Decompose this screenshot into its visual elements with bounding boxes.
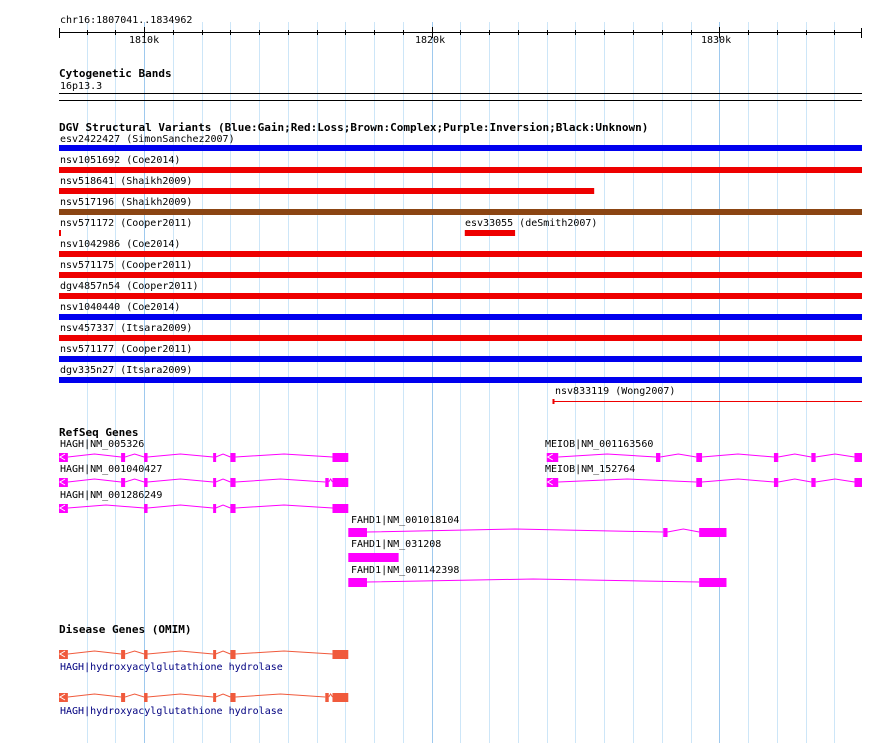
- intron-line: [236, 505, 333, 508]
- dgv-variant-label[interactable]: nsv457337 (Itsara2009): [60, 323, 193, 334]
- dgv-variant-label[interactable]: nsv518641 (Shaikh2009): [60, 176, 193, 187]
- intron-line: [367, 529, 663, 532]
- exon-block: [332, 504, 348, 513]
- omim-gene-label[interactable]: HAGH|hydroxyacylglutathione hydrolase: [60, 706, 283, 717]
- refseq-gene-label[interactable]: FAHD1|NM_001018104: [351, 515, 460, 526]
- dgv-variant-label[interactable]: nsv833119 (Wong2007): [555, 386, 676, 397]
- exon-block: [699, 578, 726, 587]
- refseq-gene-label[interactable]: MEIOB|NM_001163560: [545, 439, 654, 450]
- ruler-tick-label: 1830k: [701, 35, 732, 46]
- dgv-variant-label[interactable]: dgv335n27 (Itsara2009): [60, 365, 193, 376]
- exon-block: [213, 693, 216, 702]
- ruler-tick-label: 1820k: [415, 35, 446, 46]
- intron-line: [236, 651, 333, 654]
- intron-line: [329, 694, 333, 697]
- exon-block: [325, 693, 328, 702]
- exon-block: [811, 478, 815, 487]
- refseq-track-title: RefSeq Genes: [59, 426, 139, 439]
- refseq-gene-model[interactable]: [0, 575, 890, 589]
- cyto-band-label: 16p13.3: [60, 81, 103, 92]
- dgv-variant-bar[interactable]: [0, 293, 890, 301]
- intron-line: [702, 479, 774, 482]
- ruler-tick-label: 1810k: [129, 35, 160, 46]
- exon-block: [332, 693, 348, 702]
- exon-block: [699, 528, 726, 537]
- variant-rect: [59, 145, 862, 151]
- exon-block: [696, 478, 702, 487]
- exon-block: [332, 650, 348, 659]
- intron-line: [702, 454, 774, 457]
- exon-block: [696, 453, 702, 462]
- dgv-variant-bar[interactable]: [0, 167, 890, 175]
- variant-rect: [59, 377, 862, 383]
- dgv-variant-bar[interactable]: [0, 398, 890, 406]
- intron-line: [778, 454, 811, 457]
- dgv-variant-label[interactable]: nsv1042986 (Coe2014): [60, 239, 181, 250]
- exon-block: [774, 453, 778, 462]
- refseq-gene-model[interactable]: [0, 450, 890, 464]
- dgv-variant-label[interactable]: esv2422427 (SimonSanchez2007): [60, 134, 235, 145]
- exon-block: [144, 693, 147, 702]
- cytogenetic-bands-title: Cytogenetic Bands: [59, 67, 172, 80]
- intron-line: [660, 454, 696, 457]
- dgv-variant-label[interactable]: nsv517196 (Shaikh2009): [60, 197, 193, 208]
- dgv-variant-label[interactable]: nsv1040440 (Coe2014): [60, 302, 181, 313]
- intron-line: [778, 479, 811, 482]
- dgv-track-title: DGV Structural Variants (Blue:Gain;Red:Loss;Brown:Complex;Purple:Inversion;Black:Unknown): [59, 121, 649, 134]
- dgv-variant-label[interactable]: nsv571172 (Cooper2011): [60, 218, 193, 229]
- dgv-variant-bar[interactable]: [0, 251, 890, 259]
- variant-start-mark: [552, 399, 554, 404]
- intron-line: [125, 694, 144, 697]
- refseq-gene-model[interactable]: [0, 550, 890, 564]
- intron-line: [558, 479, 696, 482]
- dgv-variant-bar[interactable]: [0, 272, 890, 280]
- intron-line: [668, 529, 700, 532]
- variant-rect: [59, 251, 862, 257]
- refseq-gene-label[interactable]: HAGH|NM_005326: [60, 439, 145, 450]
- intron-line: [68, 694, 121, 697]
- dgv-variant-bar[interactable]: [0, 314, 890, 322]
- intron-line: [68, 505, 144, 508]
- variant-rect: [59, 188, 594, 194]
- intron-line: [216, 651, 231, 654]
- exon-block: [348, 528, 367, 537]
- exon-block: [811, 453, 815, 462]
- intron-line: [236, 694, 326, 697]
- refseq-gene-label[interactable]: MEIOB|NM_152764: [545, 464, 636, 475]
- dgv-variant-bar[interactable]: [0, 356, 890, 364]
- dgv-variant-bar[interactable]: [0, 145, 890, 153]
- omim-track-title: Disease Genes (OMIM): [59, 623, 192, 636]
- region-label: chr16:1807041..1834962: [60, 15, 193, 26]
- dgv-variant-label[interactable]: dgv4857n54 (Cooper2011): [60, 281, 199, 292]
- omim-gene-label[interactable]: HAGH|hydroxyacylglutathione hydrolase: [60, 662, 283, 673]
- exon-block: [656, 453, 660, 462]
- variant-rect: [59, 293, 862, 299]
- dgv-variant-label[interactable]: nsv571177 (Cooper2011): [60, 344, 193, 355]
- dgv-variant-label[interactable]: nsv1051692 (Coe2014): [60, 155, 181, 166]
- intron-line: [216, 694, 231, 697]
- exon-block: [144, 504, 147, 513]
- variant-rect: [465, 230, 515, 236]
- variant-rect: [59, 314, 862, 320]
- refseq-gene-label[interactable]: FAHD1|NM_001142398: [351, 565, 460, 576]
- refseq-gene-model[interactable]: [0, 501, 890, 515]
- exon-block: [348, 553, 398, 562]
- omim-gene-model[interactable]: [0, 647, 890, 661]
- intron-line: [148, 694, 214, 697]
- dgv-variant-bar[interactable]: [0, 230, 890, 238]
- variant-rect: [59, 356, 862, 362]
- dgv-variant-bar[interactable]: [0, 377, 890, 385]
- exon-block: [854, 453, 862, 462]
- variant-rect: [59, 335, 862, 341]
- dgv-variant-label[interactable]: nsv571175 (Cooper2011): [60, 260, 193, 271]
- refseq-gene-model[interactable]: [0, 525, 890, 539]
- variant-rect: [59, 272, 862, 278]
- exon-block: [213, 650, 216, 659]
- exon-block: [230, 650, 235, 659]
- refseq-gene-model[interactable]: [0, 475, 890, 489]
- intron-line: [148, 651, 214, 654]
- intron-line: [125, 651, 144, 654]
- exon-block: [144, 650, 147, 659]
- variant-rect: [59, 167, 862, 173]
- refseq-gene-label[interactable]: HAGH|NM_001286249: [60, 490, 163, 501]
- exon-block: [774, 478, 778, 487]
- refseq-gene-label[interactable]: HAGH|NM_001040427: [60, 464, 163, 475]
- intron-line: [816, 454, 855, 457]
- exon-block: [230, 504, 235, 513]
- exon-block: [213, 504, 216, 513]
- intron-line: [558, 454, 656, 457]
- intron-line: [367, 579, 699, 582]
- exon-block: [121, 693, 125, 702]
- exon-block: [121, 650, 125, 659]
- exon-block: [854, 478, 862, 487]
- dgv-variant-bar[interactable]: [0, 335, 890, 343]
- intron-line: [68, 651, 121, 654]
- exon-block: [230, 693, 235, 702]
- dgv-variant-bar[interactable]: [0, 188, 890, 196]
- dgv-variant-bar[interactable]: [0, 209, 890, 217]
- dgv-variant-label[interactable]: esv33055 (deSmith2007): [465, 218, 598, 229]
- exon-block: [663, 528, 667, 537]
- variant-line: [552, 401, 862, 402]
- omim-gene-model[interactable]: [0, 690, 890, 704]
- intron-line: [816, 479, 855, 482]
- intron-line: [148, 505, 214, 508]
- variant-rect: [59, 209, 862, 215]
- refseq-gene-label[interactable]: FAHD1|NM_031208: [351, 539, 442, 550]
- intron-line: [216, 505, 231, 508]
- exon-block: [348, 578, 367, 587]
